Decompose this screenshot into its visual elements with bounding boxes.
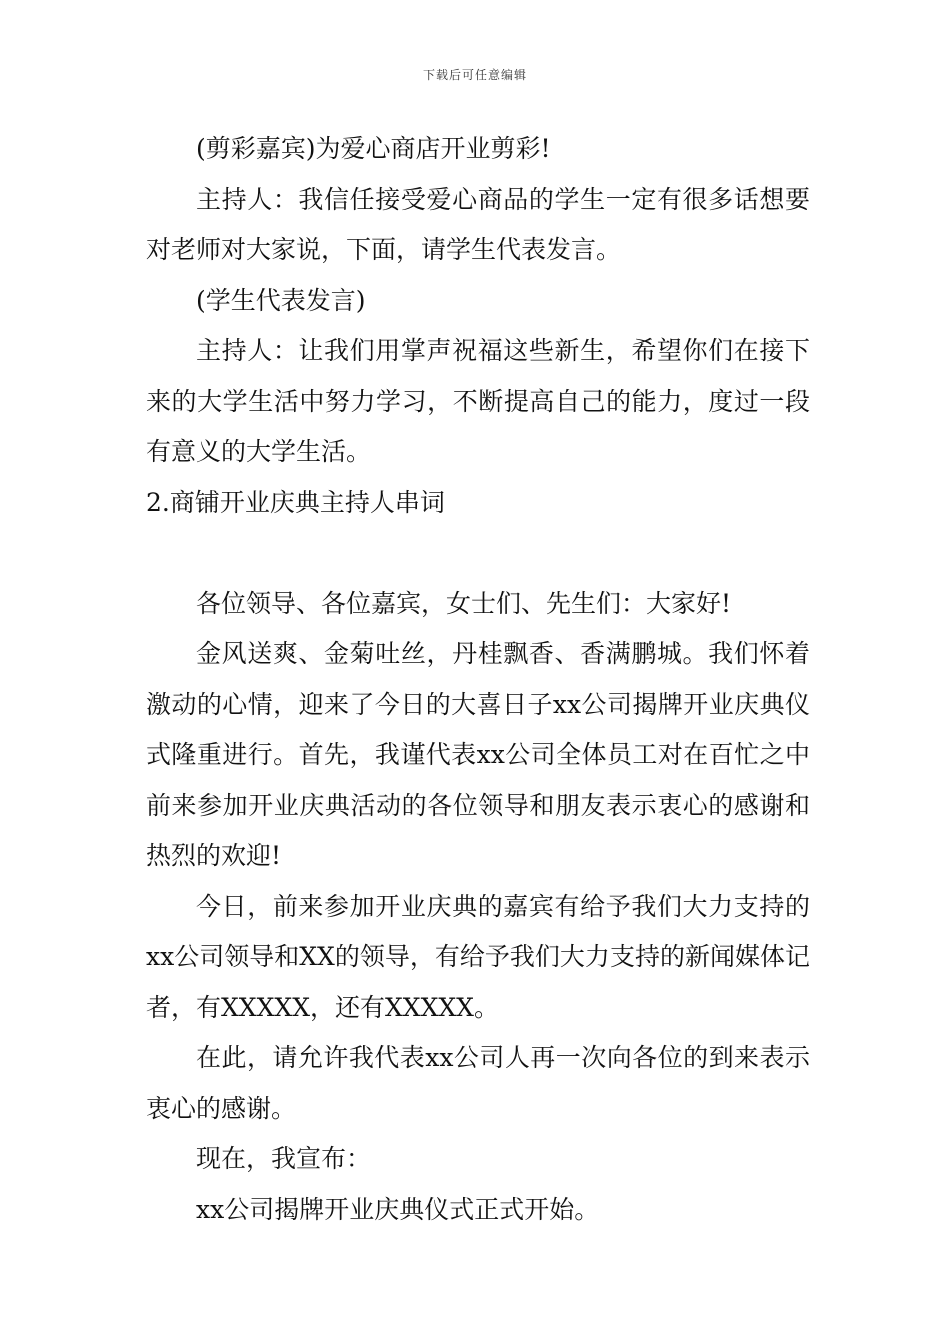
paragraph-guests: 今日，前来参加开业庆典的嘉宾有给予我们大力支持的xx公司领导和XX的领导，有给予我们大力支持的新闻媒体记者，有XXXXX，还有XXXXX。 [146,891,810,1022]
paragraph-announce: 现在，我宣布： [196,1144,372,1173]
paragraph-greeting: 各位领导、各位嘉宾，女士们、先生们：大家好! [196,588,732,618]
blank-line [146,528,810,579]
paragraph-ceremony-start: xx公司揭牌开业庆典仪式正式开始。 [196,1194,600,1224]
paragraph-student-representative: (学生代表发言) [196,285,366,315]
paragraph-welcome: 金风送爽、金菊吐丝，丹桂飘香、香满鹏城。我们怀着激动的心情，迎来了今日的大喜日子xx公司揭牌开业庆典仪式隆重进行。首先，我谨代表xx公司全体员工对在百忙之中前来参加开业庆典活动的各位领导和朋友表示衷心的感谢和热烈的欢迎! [146,639,810,870]
page-header-note: 下载后可任意编辑 [422,68,527,82]
paragraph-host-student-speech: 主持人：我信任接受爱心商品的学生一定有很多话想要对老师对大家说，下面，请学生代表发言。 [146,184,810,264]
paragraph-ribbon-cutting: (剪彩嘉宾)为爱心商店开业剪彩! [196,134,551,163]
document-body [146,124,810,1235]
section-heading: 2.商铺开业庆典主持人串词 [146,487,445,517]
paragraph-host-blessing: 主持人：让我们用掌声祝福这些新生，希望你们在接下来的大学生活中努力学习，不断提高自己的能力，度过一段有意义的大学生活。 [146,336,810,466]
paragraph-thanks: 在此，请允许我代表xx公司人再一次向各位的到来表示衷心的感谢。 [146,1043,810,1123]
